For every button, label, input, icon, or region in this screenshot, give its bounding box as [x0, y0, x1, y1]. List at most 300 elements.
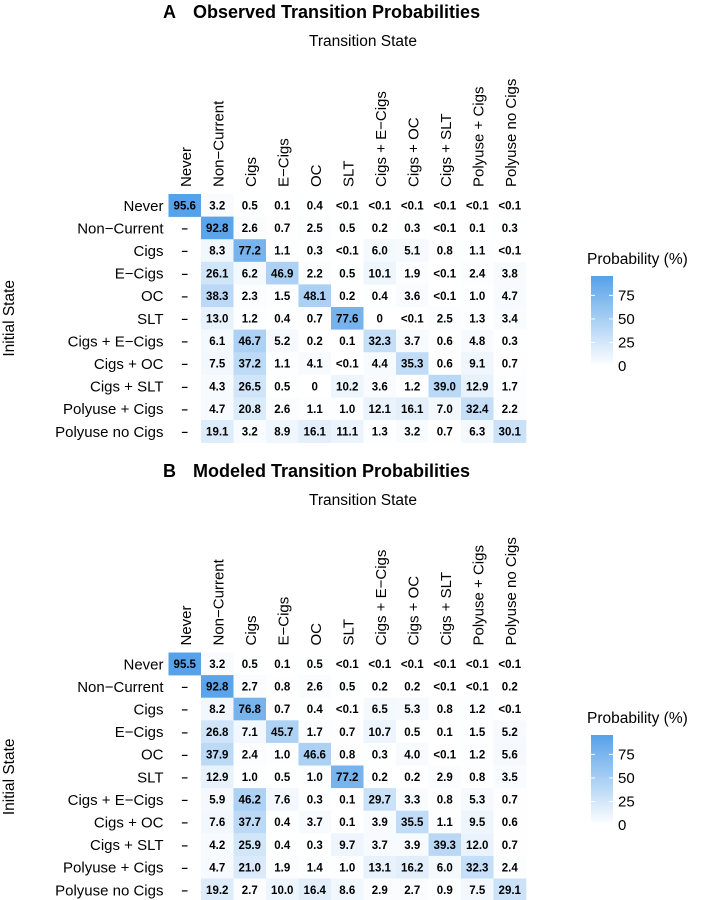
cell-value: 0.1 [339, 794, 356, 807]
row-label: Non−Current [77, 220, 164, 238]
column-label: SLT [340, 619, 358, 646]
cell-value: 0.7 [501, 839, 518, 852]
cell-value: 0.4 [274, 839, 291, 852]
cell-value: 6.2 [241, 268, 258, 281]
cell-value: – [181, 885, 188, 897]
cell-value: 7.5 [209, 358, 226, 371]
row-label: OC [141, 746, 164, 764]
cell-value: 2.6 [241, 223, 258, 236]
row-label: E−Cigs [114, 724, 164, 742]
cell-value: 0.4 [274, 817, 291, 830]
cell-value: 3.9 [404, 839, 421, 852]
cell-value: 26.8 [206, 726, 229, 739]
cell-value: <0.1 [400, 659, 424, 671]
cell-value: 48.1 [303, 290, 326, 303]
cell-value: 1.0 [274, 749, 291, 762]
cell-value: – [181, 336, 188, 349]
cell-value: – [181, 381, 188, 394]
cell-value: 6.3 [469, 426, 486, 439]
cell-value: 3.2 [241, 426, 258, 439]
cell-value: <0.1 [433, 290, 457, 303]
legend-title: Probability (%) [587, 710, 688, 727]
cell-value: <0.1 [498, 659, 522, 671]
cell-value: 10.7 [368, 726, 391, 739]
legend-tick-label: 0 [618, 358, 627, 375]
cell-value: <0.1 [433, 681, 457, 694]
legend-tick-label: 50 [618, 769, 635, 787]
column-label: Cigs [242, 156, 260, 187]
cell-value: 0.6 [436, 336, 453, 349]
cell-value: 0.1 [436, 726, 453, 739]
cell-value: 1.1 [306, 403, 323, 416]
cell-value: 5.2 [274, 336, 291, 349]
cell-value: 1.0 [339, 862, 356, 875]
cell-value: 0.2 [404, 772, 421, 784]
cell-value: <0.1 [433, 659, 457, 671]
cell-value: 4.2 [209, 839, 226, 852]
column-label: Cigs + E−Cigs [372, 91, 390, 187]
cell-value: 0.1 [469, 223, 486, 236]
cell-value: <0.1 [335, 245, 359, 258]
cell-value: 0.4 [306, 200, 323, 213]
cell-value: 1.0 [306, 772, 323, 784]
cell-value: 0.7 [501, 358, 518, 371]
cell-value: 26.5 [238, 381, 261, 394]
legend-colorbar [591, 735, 613, 825]
cell-value: 32.3 [368, 336, 391, 349]
row-label: Cigs + OC [93, 814, 164, 832]
cell-value: 12.0 [466, 839, 489, 852]
cell-value: 2.7 [404, 885, 421, 897]
panel-label: B [163, 461, 176, 481]
cell-value: 2.4 [469, 268, 486, 281]
cell-value: 16.1 [303, 426, 326, 439]
cell-value: 45.7 [271, 726, 294, 739]
cell-value: – [181, 313, 188, 326]
cell-value: <0.1 [433, 268, 457, 281]
cell-value: <0.1 [400, 313, 424, 326]
cell-value: 0.5 [241, 200, 258, 213]
cell-value: 6.1 [209, 336, 226, 349]
cell-value: 5.3 [469, 794, 486, 807]
cell-value: – [181, 268, 188, 281]
cell-value: – [181, 749, 188, 762]
cell-value: 13.0 [206, 313, 229, 326]
cell-value: 6.5 [371, 704, 388, 717]
cell-value: 1.3 [371, 426, 388, 439]
cell-value: 0.1 [274, 200, 291, 213]
cell-value: 0.2 [371, 772, 388, 784]
cell-value: 0.7 [436, 426, 453, 439]
cell-value: <0.1 [465, 659, 489, 671]
cell-value: – [181, 817, 188, 830]
column-label: SLT [340, 160, 358, 187]
cell-value: 8.9 [274, 426, 291, 439]
cell-value: 0.5 [274, 772, 291, 784]
row-label: Polyuse no Cigs [55, 423, 164, 441]
cell-value: 2.2 [306, 268, 323, 281]
cell-value: 7.6 [274, 794, 291, 807]
cell-value: 4.3 [209, 381, 226, 394]
cell-value: 1.2 [241, 313, 258, 326]
cell-value: 4.7 [209, 862, 226, 875]
cell-value: 2.5 [306, 223, 323, 236]
cell-value: 77.6 [336, 313, 359, 326]
cell-value: 0.4 [274, 313, 291, 326]
cell-value: 0.1 [274, 659, 291, 671]
column-label: OC [307, 164, 325, 187]
cell-value: – [181, 794, 188, 807]
cell-value: 1.1 [274, 358, 291, 371]
cell-value: 25.9 [238, 839, 261, 852]
row-label: OC [141, 288, 164, 306]
cell-value: 0.6 [436, 358, 453, 371]
cell-value: 9.7 [339, 839, 356, 852]
cell-value: 0.4 [371, 290, 388, 303]
cell-value: 3.4 [501, 313, 518, 326]
cell-value: 2.3 [241, 290, 258, 303]
cell-value: 3.8 [501, 268, 518, 281]
cell-value: 3.2 [209, 200, 226, 213]
cell-value: 77.2 [238, 245, 261, 258]
cell-value: 92.8 [206, 223, 229, 236]
cell-value: 0.8 [436, 794, 453, 807]
cell-value: 37.9 [206, 749, 229, 762]
row-label: Polyuse + Cigs [63, 401, 164, 419]
cell-value: 0 [311, 381, 318, 394]
cell-value: <0.1 [433, 200, 457, 213]
cell-value: 2.7 [241, 885, 258, 897]
cell-value: 1.9 [274, 862, 291, 875]
cell-value: 37.2 [238, 358, 261, 371]
cell-value: 7.6 [209, 817, 226, 830]
cell-value: 9.5 [469, 817, 486, 830]
cell-value: <0.1 [335, 358, 359, 371]
y-axis-title: Initial State [1, 738, 18, 816]
column-label: Cigs + OC [405, 117, 423, 187]
cell-value: 2.9 [371, 885, 388, 897]
cell-value: <0.1 [433, 223, 457, 236]
cell-value: 21.0 [238, 862, 261, 875]
cell-value: 0.8 [469, 772, 486, 784]
cell-value: 2.4 [241, 749, 258, 762]
column-label: Cigs + SLT [437, 572, 455, 646]
cell-value: <0.1 [400, 200, 424, 213]
cell-value: 35.3 [401, 358, 424, 371]
cell-value: 1.7 [501, 381, 518, 394]
legend-tick-label: 0 [618, 817, 627, 834]
cell-value: 16.1 [401, 403, 424, 416]
cell-value: 0.9 [436, 885, 453, 897]
cell-value: 32.4 [466, 403, 489, 416]
cell-value: 26.1 [206, 268, 229, 281]
cell-value: 0.3 [371, 749, 388, 762]
row-label: Cigs + E−Cigs [67, 791, 164, 809]
cell-value: 5.3 [404, 704, 421, 717]
row-label: Polyuse + Cigs [63, 859, 164, 877]
cell-value: 1.0 [241, 772, 258, 784]
cell-value: 4.1 [306, 358, 323, 371]
cell-value: 0.1 [339, 817, 356, 830]
cell-value: 39.0 [433, 381, 456, 394]
cell-value: 7.5 [469, 885, 486, 897]
panel-label: A [163, 2, 176, 22]
cell-value: 9.1 [469, 358, 486, 371]
cell-value: – [181, 426, 188, 439]
cell-value: 13.1 [368, 862, 391, 875]
cell-value: 5.2 [501, 726, 518, 739]
cell-value: 0.3 [306, 794, 323, 807]
cell-value: 0.1 [339, 336, 356, 349]
cell-value: 0.8 [436, 245, 453, 258]
cell-value: 10.2 [336, 381, 359, 394]
cell-value: 46.9 [271, 268, 294, 281]
cell-value: 0.2 [404, 681, 421, 694]
cell-value: 10.0 [271, 885, 294, 897]
column-label: Never [177, 605, 195, 646]
cell-value: <0.1 [335, 659, 359, 671]
cell-value: 12.9 [466, 381, 489, 394]
cell-value: 77.2 [336, 772, 359, 784]
cell-value: 1.9 [404, 268, 421, 281]
cell-value: 0 [376, 313, 383, 326]
cell-value: 2.7 [241, 681, 258, 694]
cell-value: 0.8 [274, 681, 291, 694]
column-label: Cigs + OC [405, 575, 423, 646]
panel-title: Modeled Transition Probabilities [193, 461, 471, 481]
column-label: Non−Current [210, 100, 228, 187]
cell-value: 0.2 [339, 290, 356, 303]
column-label: Cigs [242, 615, 260, 646]
cell-value: 0.2 [371, 223, 388, 236]
cell-value: 5.9 [209, 794, 226, 807]
cell-value: 3.3 [404, 794, 421, 807]
cell-value: <0.1 [465, 200, 489, 213]
cell-value: 1.1 [469, 245, 486, 258]
cell-value: 30.1 [498, 426, 521, 439]
cell-value: 2.2 [501, 403, 518, 416]
cell-value: 1.1 [436, 817, 453, 830]
cell-value: 37.7 [238, 817, 261, 830]
cell-value: 32.3 [466, 862, 489, 875]
cell-value: 4.7 [209, 403, 226, 416]
cell-value: 3.6 [371, 381, 388, 394]
column-label: Cigs + SLT [437, 113, 455, 187]
column-label: Polyuse no Cigs [502, 537, 520, 646]
cell-value: 7.1 [241, 726, 258, 739]
cell-value: – [181, 726, 188, 739]
cell-value: 29.7 [368, 794, 391, 807]
cell-value: <0.1 [498, 704, 522, 717]
cell-value: 1.5 [274, 290, 291, 303]
cell-value: 0.7 [501, 794, 518, 807]
cell-value: 16.4 [303, 885, 326, 897]
cell-value: 1.0 [469, 290, 486, 303]
row-label: Cigs + E−Cigs [67, 333, 164, 351]
cell-value: 0.7 [274, 704, 291, 717]
row-label: Cigs [133, 243, 164, 260]
cell-value: 1.0 [339, 403, 356, 416]
legend-title: Probability (%) [587, 251, 688, 268]
cell-value: 8.6 [339, 885, 356, 897]
cell-value: 4.8 [469, 336, 486, 349]
cell-value: <0.1 [335, 704, 359, 717]
cell-value: – [181, 772, 188, 784]
cell-value: 1.1 [274, 245, 291, 258]
cell-value: 1.4 [306, 862, 323, 875]
row-label: SLT [137, 769, 164, 787]
row-label: Non−Current [77, 678, 164, 696]
cell-value: 76.8 [238, 704, 261, 717]
cell-value: 0.7 [306, 313, 323, 326]
cell-value: 3.6 [404, 290, 421, 303]
cell-value: 3.7 [306, 817, 323, 830]
cell-value: 1.3 [469, 313, 486, 326]
cell-value: 0.7 [274, 223, 291, 236]
row-label: Cigs + SLT [90, 837, 164, 855]
row-label: SLT [137, 310, 164, 328]
cell-value: 2.9 [436, 772, 453, 784]
legend-tick-label: 25 [618, 793, 635, 811]
cell-value: <0.1 [335, 200, 359, 213]
row-label: Cigs + OC [93, 356, 164, 373]
cell-value: <0.1 [498, 200, 522, 213]
cell-value: 0.2 [306, 336, 323, 349]
cell-value: 95.5 [173, 659, 196, 671]
row-label: Never [123, 656, 164, 674]
cell-value: – [181, 290, 188, 303]
cell-value: 92.8 [206, 681, 229, 694]
cell-value: 7.0 [436, 403, 453, 416]
cell-value: 8.3 [209, 245, 226, 258]
cell-value: 29.1 [498, 885, 521, 897]
cell-value: 0.5 [241, 659, 258, 671]
cell-value: – [181, 245, 188, 258]
cell-value: 1.5 [469, 726, 486, 739]
cell-value: 0.3 [404, 223, 421, 236]
column-label: Cigs + E−Cigs [372, 549, 390, 646]
cell-value: – [181, 704, 188, 717]
cell-value: 5.6 [501, 749, 518, 762]
cell-value: 4.4 [371, 358, 388, 371]
cell-value: 2.6 [306, 681, 323, 694]
cell-value: 0.7 [339, 726, 356, 739]
cell-value: 1.2 [469, 704, 486, 717]
cell-value: 2.5 [436, 313, 453, 326]
cell-value: 0.2 [501, 681, 518, 694]
cell-value: 3.7 [371, 839, 388, 852]
cell-value: 0.3 [306, 245, 323, 258]
column-label: Polyuse + Cigs [470, 545, 488, 646]
cell-value: 0.8 [339, 749, 356, 762]
cell-value: 11.1 [336, 426, 359, 439]
legend-tick-label: 75 [618, 287, 635, 305]
cell-value: 6.0 [436, 862, 453, 875]
cell-value: 8.2 [209, 704, 226, 717]
legend-colorbar [591, 276, 613, 366]
column-label: Polyuse + Cigs [470, 86, 488, 187]
column-label: E−Cigs [275, 596, 293, 646]
cell-value: 0.5 [339, 268, 356, 281]
x-axis-title: Transition State [309, 492, 417, 509]
column-label: E−Cigs [275, 138, 293, 187]
row-label: Cigs [133, 701, 164, 719]
y-axis-title: Initial State [1, 279, 18, 357]
cell-value: 0.5 [274, 381, 291, 394]
x-axis-title: Transition State [309, 33, 417, 50]
cell-value: 0.5 [306, 659, 323, 671]
cell-value: 1.2 [404, 381, 421, 394]
cell-value: 1.2 [469, 749, 486, 762]
cell-value: 0.8 [436, 704, 453, 717]
cell-value: 3.5 [501, 772, 518, 784]
row-label: Cigs + SLT [90, 378, 164, 396]
cell-value: 0.5 [404, 726, 421, 739]
cell-value: 3.2 [209, 659, 226, 671]
row-label: Never [123, 197, 164, 215]
cell-value: – [181, 358, 188, 371]
cell-value: 0.6 [501, 817, 518, 830]
cell-value: 0.3 [501, 223, 518, 236]
cell-value: 46.2 [238, 794, 261, 807]
cell-value: – [181, 839, 188, 852]
cell-value: 4.0 [404, 749, 421, 762]
cell-value: – [181, 403, 188, 416]
column-label: OC [307, 623, 325, 646]
cell-value: 12.1 [368, 403, 391, 416]
cell-value: 19.2 [206, 885, 229, 897]
cell-value: – [181, 223, 188, 236]
cell-value: 95.6 [173, 200, 196, 213]
cell-value: 19.1 [206, 426, 229, 439]
cell-value: 2.6 [274, 403, 291, 416]
cell-value: 0.3 [306, 839, 323, 852]
cell-value: – [181, 681, 188, 694]
cell-value: 46.6 [303, 749, 326, 762]
cell-value: 20.8 [238, 403, 261, 416]
cell-value: 1.7 [306, 726, 323, 739]
panel-title: Observed Transition Probabilities [193, 2, 481, 22]
legend-tick-label: 75 [618, 746, 635, 764]
cell-value: 10.1 [368, 268, 391, 281]
cell-value: 0.3 [501, 336, 518, 349]
cell-value: 12.9 [206, 772, 229, 784]
cell-value: 3.2 [404, 426, 421, 439]
cell-value: <0.1 [368, 200, 392, 213]
cell-value: 38.3 [206, 290, 229, 303]
cell-value: 5.1 [404, 245, 421, 258]
cell-value: 3.7 [404, 336, 421, 349]
row-label: Polyuse no Cigs [55, 882, 164, 900]
cell-value: 39.3 [433, 839, 456, 852]
legend-tick-label: 50 [618, 310, 635, 328]
cell-value: – [181, 862, 188, 875]
cell-value: 3.9 [371, 817, 388, 830]
column-label: Non−Current [210, 559, 228, 646]
cell-value: 35.5 [401, 817, 424, 830]
cell-value: <0.1 [465, 681, 489, 694]
cell-value: 0.4 [306, 704, 323, 717]
cell-value: 2.4 [501, 862, 518, 875]
cell-value: <0.1 [368, 659, 392, 671]
cell-value: <0.1 [433, 749, 457, 762]
cell-value: 6.0 [371, 245, 388, 258]
cell-value: 16.2 [401, 862, 424, 875]
cell-value: 4.7 [501, 290, 518, 303]
cell-value: 0.2 [371, 681, 388, 694]
cell-value: 46.7 [238, 336, 261, 349]
cell-value: 0.5 [339, 681, 356, 694]
